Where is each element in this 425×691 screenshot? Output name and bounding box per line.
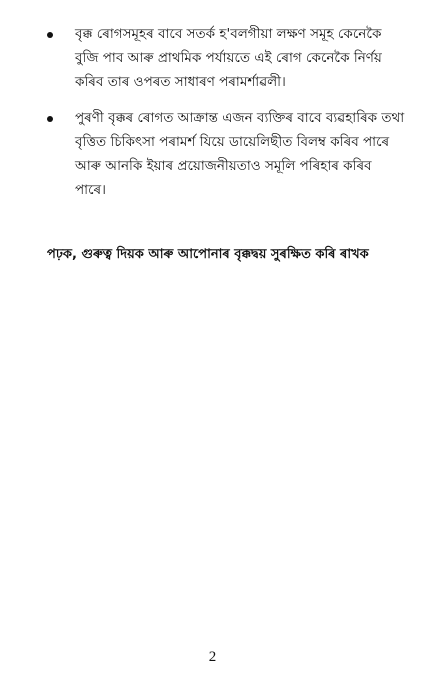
bullet-line: বৃক্ক ৰোগসমূহৰ বাবে সতৰ্ক হ'বলগীয়া লক্ষণ সমূহ কেনেকৈ (75, 26, 382, 42)
bullet-line: আৰু আনকি ইয়াৰ প্ৰয়োজনীয়তাও সমূলি পৰিহাৰ কৰিব (75, 158, 372, 174)
bullet-dot (47, 32, 53, 38)
bullet-line: পুৰণী বৃক্কৰ ৰোগত আক্ৰান্ত এজন ব্যক্তিৰ বাবে ব্যৱহাৰিক তথা (75, 110, 405, 126)
bullet-list (46, 22, 406, 214)
bullet-item (46, 106, 406, 202)
bullet-dot (47, 116, 53, 122)
page-number: 2 (208, 649, 217, 665)
closing-statement: পঢ়ক, গুৰুত্ব দিয়ক আৰু আপোনাৰ বৃক্কদ্বয় সুৰক্ষিত কৰি ৰাখক (47, 247, 369, 262)
bullet-line: বুজি পাব আৰু প্ৰাথমিক পৰ্যায়তে এই ৰোগ কেনেকৈ নিৰ্ণয় (75, 50, 382, 66)
bullet-line: কৰিব তাৰ ওপৰত সাধাৰণ পৰামৰ্শাৱলী। (75, 74, 286, 90)
bullet-line: বৃত্তিত চিকিৎসা পৰামৰ্শ যিয়ে ডায়েলিছীত বিলম্ব কৰিব পাৰে (75, 134, 390, 150)
bullet-line: পাৰে। (75, 182, 106, 198)
bullet-item (46, 22, 406, 94)
